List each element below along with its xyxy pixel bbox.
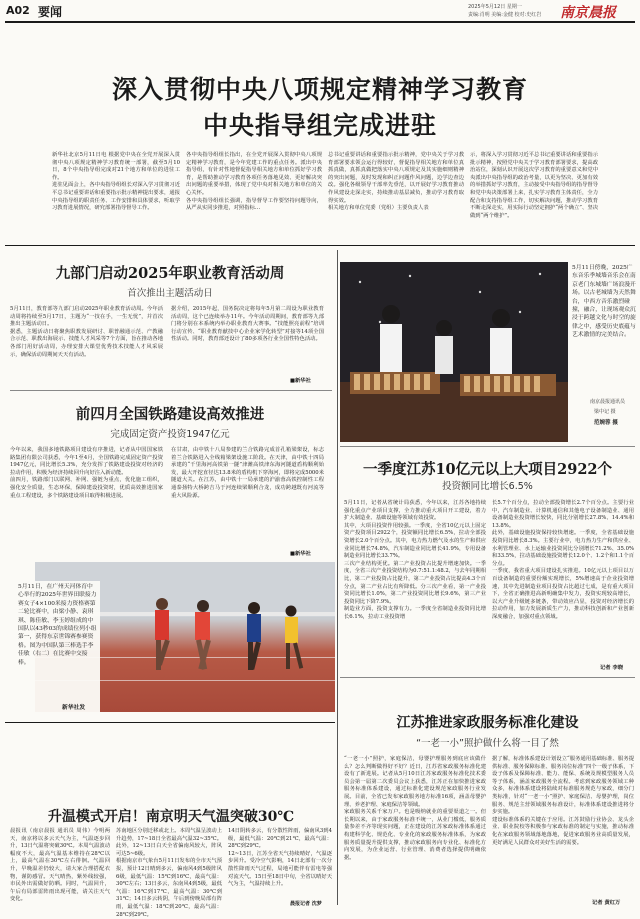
lead-col-3: 总书记重要讲话和重要指示批示精神，党中央关于学习教育部署要求领会运行得较好，督促指导相关地方和单位真抓真做，真抓真做把落实中央八项规定及其实施细则精神的突出问题，及时发现和纠正问题作风问题，边学边查边改。强化各级领导干部率先垂范，以开展好学习教育推动作风建设走深走实，持续推动基层减负，推动学习教育取得实效。 相关地方和单位党委（党组）主要负责人表 — [328, 152, 464, 212]
rail-subtitle: 完成固定资产投资1947亿元 — [110, 429, 230, 440]
lead-col-1: 新华社北京5月11日电 根据党中央在全党开展深入贯彻中央八项规定精神学习教育统一部署，截至5月10日，8个中央指导组完成对21个地方和单位的进驻工作。 进驻见面会上，各中央指导组组长对深入学习贯彻习近平总书记重要讲话和重要指示批示精神提出要求，通报中央指导组的职责任务、工作安排和具体要求，听取学习教育进展情况，研究部署指导督导工作。 — [52, 152, 180, 212]
concert-caption: 5月11日傍晚，2025广东音乐季城墙音乐会在南京老门东城墙广场浪漫开场。以古老城墙为天然舞台，中西方音乐激烈碰撞，融合，让现场观众沉浸于跨越文化与时空的旋律之中，感受历史底蕴与艺术激情的完美结合。 — [572, 265, 636, 339]
jiangsu-col-2: 长5.7个百分点，拉动全部投资增长2.7个百分点。主要行业中，汽车制造业、计算机通信和其他电子设备制造业、通用设备制造业投资增长较快，同比分别增长27.8%、14.4%和13.8%。 此外，基础设施投资保持较快增速。一季度，全省基础设施投资同比增长8.3%。主要行业中，电力热力生产和供应业、水利管理业、水上运输业投资同比分别增长71.2%、35.0%和33.5%，拉动基础设施投资增长12.0个、1.2个和1.1个百分点。 一季度，我省重大项目建设扎实推进。10亿元以上项目以万百设备制造的重要份额实现增长，5%增速高于企业投资增速，其中先进制造业项目投资占比超过七成，是有重大项目下，全省正确推进高新明确集中发力，投资实现较高增长，以大产业升级链多链条，带动效应凸显，投资对经济增长的拉动作用，加力发展新质生产力，推动科技创新和产业创新深度融合，加强对重点领域。 — [492, 500, 634, 620]
voc-subtitle: 首次推出主题活动日 — [127, 288, 213, 299]
jiangsu-byline: 记者 李晓 — [600, 665, 624, 671]
voc-col-1: 5月11日，教育部等九部门启动2025年职业教育活动周。今年活动周将持续至5月17日，主题为“一技在手，一生无忧”，并首次推出主题活动日。 据悉，主题活动日将聚焦职教发展研讨、职普融通示范、产教融合示范、职教出海展示、技能人才风采等7个方面，旨在推动各地各部门用好活动周，办理安排大课堂优秀技术技能人才风采展示，确保活动周期间天天有活动。 — [10, 306, 163, 358]
voc-byline: ■新华社 — [290, 378, 311, 384]
jiangsu-col-1: 5月11日，记者从省统计局获悉，今年以来，江苏各地持续强化重点产业项目支撑，全力推动重大项目开工建设，着力扩大制造业、基础设施等领域有效投资。 其中，大项目投资作用较强。一季度，全省10亿元以上固定资产投资项目2922个，投资额同比增长6.5%，拉动全部投资增长2.0个百分点。其中，电力热力燃气及水的生产和供应业同比增长74.8%，汽车制造业同比增长41.9%，专用设备制造业同比增长33.7%。 三次产业结构更优。第二产业投资占比提升增速加快。一季度，全省三次产业投资结构为0.7:51.1:48.2，与去年同期相比，第二产业投资占比提升，第二产业投资占比提高4.3个百分点，第二产业占比有所降低。分三次产业看，第一产业投资同比增长1.0%，第二产业投资同比增长9.6%，第三产业投资同比下降7.9%。 制造业方面，投资支撑有力。一季度全省制造业投资同比增长6.1%，拉动工业投资增 — [344, 500, 486, 620]
jiangsu-bottom-rule — [340, 677, 635, 678]
rail-col-1: 今年以来，我国多地铁路项目建设有序推进，记者从中国国家铁路集团有限公司获悉，今年1至4月，全国铁路完成固定资产投资1947亿元，同比增长5.3%，充分发挥了铁路建设投资对经济的拉动作用，积极为经济持续回升向好注入新动能。 前四月，铁路部门以联网、补网、强链为重点，优化施工组织，强化安全质量，生态环保，保障建设投资时，优质高效推进国家重点工程建设，多个铁路建设项目取得积极进展。 — [10, 447, 163, 499]
relay-credit: 新华社发 — [62, 705, 86, 711]
concert-bottom-rule — [340, 446, 635, 447]
jiazheng-byline: 记者 黄红万 — [592, 900, 621, 906]
jiazheng-col-2: 据了解，标准体系建设计划设立“服务通用基础标准、服务提供标准、服务保障标准、服务岗位标准”四个一级子体系，下设子体系及保障标准、能力、能保、系统及规模型服务人员等子体系，涵盖家政服务全流程。考虑到家政服务领域工种众多，标准体系建设将陆续对标准服务规范与家政，细分门类标准，针对“一老一小”照护、家庭保洁、母婴护理，岗位服务、规范主营领域服务标准设计，标准体系建设推进将分步实施。 建设标准体系的关键在于应用。江苏鼓励行业协会、龙头企业、职业院校等积极参与家政标准的制定与实施，推动标准化在家政服务领域落地落地，促进家政服务业高质量发展，更好满足人民群众对美好生活的需要。 — [492, 756, 634, 846]
lead-col-4: 示，将深入学习贯彻习近平总书记重要讲话和重要指示批示精神，按照党中央关于学习教育部署要求，提高政治站位，深刻认识开展这次学习教育的重要意义和党中央派出中央指导组的政治考量，以更为坚决、更加有效的举措抓好学习教育，主动接受中央指导组的指导督导和党中央决策部署上来，扎实学习教育主体责任，全力配合和支持指导组工作，切实解决问题，推动学习教育不断走深走实，用实际行动坚定拥护“两个确立”、坚决做到“两个维护”。 — [470, 152, 598, 219]
jiangsu-title: 一季度江苏10亿元以上大项目2922个 — [362, 461, 613, 478]
voc-col-2: 据介绍，2015年起，国务院决定将每年5月第二周设为职业教育活动周，这个已连续举办11年。今年活动周期间，教育部等九部门将分别在本系统内举办职业教育大赛事。“技能照亮前程”培训行动宣传、“职业教育献技中心企业家学化转型”对接等14项全国性活动。同时，教育部还设计了80多项各行业全国性特色活动。 — [171, 306, 324, 343]
jiangsu-subtitle: 投资额同比增长6.5% — [442, 481, 533, 492]
weather-top-rule — [5, 722, 335, 723]
section-name: 要闻 — [38, 5, 63, 19]
weather-title: 升温模式开启！南京明天气温突破30℃ — [47, 809, 295, 825]
relay-caption: 5月11日，在广州天河体育中心举行的2025年世界田联接力赛女子4×100米接力资格赛第二轮比赛中，由梁小静、袁琪琪、陈佳敏、李玉婷组成的中国队以43秒03的成绩位列小组第一，获得东京世锦赛参赛资格。图为中国队第三棒选手李佳敏（右二）在比赛中交接棒。 — [18, 584, 97, 666]
concert-credit-1: 南京晨报通讯员 — [590, 399, 626, 405]
page-code: A02 — [6, 4, 30, 17]
voc-bottom-rule — [10, 390, 332, 391]
brand-logo: 南京晨报 — [560, 5, 616, 21]
editors-line: 责编:肖明 美编:金健 校对:史红岩 — [468, 12, 542, 18]
lead-title-line1: 深入贯彻中央八项规定精神学习教育 — [111, 75, 528, 104]
weather-byline: 晨报记者 沈梦 — [290, 901, 322, 907]
voc-title: 九部门启动2025年职业教育活动周 — [55, 265, 285, 282]
weather-col-3: 14日阴转多云，有分散性阵雨，偏南风3到4级，最低气温：20℃到21℃，最高气温：28℃到29℃。 12~13日，江苏全省天气持续晴好，气温逐步回升。受冷空气影响，14日北部有一次分散性降雨天气过程，局地可能伴有雷电等强对流天气。15日至18日中旬，全省以晴好天气为主，气温持续上升。 — [228, 828, 332, 888]
column-divider — [337, 250, 338, 905]
rail-col-2: 在甘肃，由中铁十八局参建的兰合铁路完成首孔箱梁架设，标志着兰合铁路进入全线箱梁架设施工阶段。在天津，由中铁十四局承建的“千里海河高铁第一隧”津潍高铁津东海河隧道盾构顺利始发，最大开挖直径达13.8米的盾构机下穿海河，即将完成5000米隧道大关。在江苏，由中铁十一局承建的沪渝蓉高铁控制性工程通泰扬特大桥跨吉马于河连续梁顺利合龙，成功跨越既有河流等重大风险源。 — [171, 447, 324, 499]
lead-bottom-rule — [5, 245, 635, 246]
concert-credit-2: 梁中记 摄 — [594, 409, 616, 415]
lead-col-2: 各中央指导组组长指出，在全党开展深入贯彻中央八项规定精神学习教育，是今年党建工作的重点任务。派出中央指导组，有针对性地督促指导相关地方和单位抓好学习教育，是帮助推动学习教育各项任务落地见效、更好解决突出问题的重要举措，体现了党中央对相关地方和单位的关心关怀。 各中央指导组组长强调，指导督导工作要坚持问题导向，从严从实同步推进，对照指标… — [186, 152, 322, 212]
masthead-rule — [5, 21, 635, 23]
jiazheng-title: 江苏推进家政服务标准化建设 — [396, 715, 579, 731]
rail-title: 前四月全国铁路建设高效推进 — [75, 406, 265, 423]
weather-col-1: 晨报讯（南京晨报 通讯员 周伟）今明两天，南京将以多云天气为主，气温逐步回升，13日气温将突破30℃。本周气温波动幅度不大，最高气温基本维持在28℃以上，最高气温在30℃左右徘徊。气温回升，早晚温差仍较大，请大家合理搭配衣物，谨防感冒。天气晴热，紫外线较强，市民外出需做好防晒。同时，气温回升，午后有局部雷阵雨出现可能，请关注天气变化。 — [10, 828, 110, 903]
date-line: 2025年5月12日 星期一 — [468, 4, 522, 10]
rail-byline: ■新华社 — [290, 551, 311, 557]
jiazheng-col-1: “一老一小”照护，家庭保洁，母婴护理服务到底应该做什么？怎么判断做得好不好？近日，江苏省家政服务标准化建设有了新进展。记者从5月10日江苏家政服务标准化技术委员会第一届第二次委员会议上获悉，江苏正在加快推进家政服务标准体系建设，通过标准化建设规范家政服务行业发展。目前，全省已发布家政服务地方标准16项，涵盖母婴护理、养老护理、家庭保洁等领域。 家政服务关系千家万户。也是吸纳就业的重要渠道之一。但长期以来，由于家政服务标准不统一，从业门槛低，服务质量参差不齐等现实问题，正在建设的江苏家政标准体系通过构建科学化、规范化、专业化的家政服务标准体系，为家政服务质量提升提供支撑，推动家政服务向专业化、标准化方向发展，为企业运营、行业管理、消费者选择提供明确依据。 — [344, 756, 486, 861]
xylophone-performers-illustration — [340, 262, 568, 442]
weather-col-2: 苏南地区分别迁移或北上。本周气温呈波动上升趋势，17~18日全省最高气温32~35℃。此外，12~13日白天全省偏南风较大，阵风可达5~6级。 根据南京市气象台5月11日发布的全市天气预报，预计12日晴到多云，偏南风4到5级阵风6级，最低气温：15℃到16℃，最高气温：30℃左右；13日多云，东南风4到5级，最低气温：16℃到17℃，最高气温：30℃到31℃；14日多云转阴，午后到傍晚局部有阵雨，最低气温：18℃到20℃，最高气温：28℃到29℃。 — [116, 828, 222, 918]
concert-credit-3: 范婉蓉 摄 — [594, 420, 618, 426]
jiazheng-subtitle: “一老一小”照护做什么将一目了然 — [416, 738, 559, 749]
lead-title-line2: 中央指导组完成进驻 — [202, 111, 437, 140]
concert-photo — [340, 262, 568, 442]
